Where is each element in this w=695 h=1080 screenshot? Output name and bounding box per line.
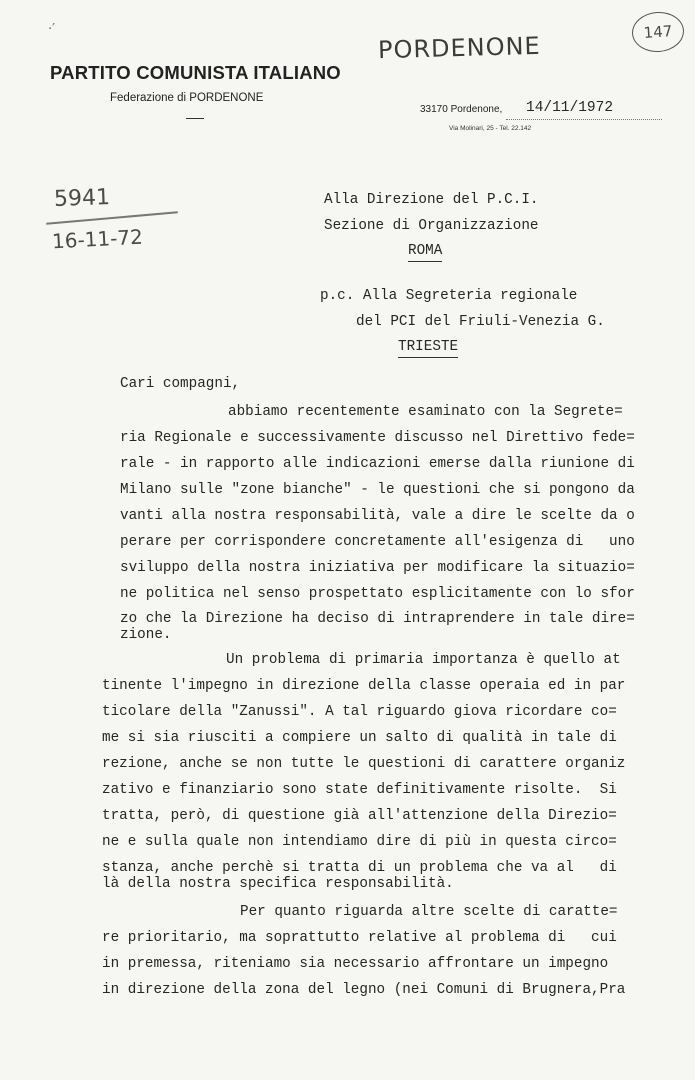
body-line: ticolare della "Zanussi". A tal riguardo giova ricordare co= [102,704,617,720]
protocol-date: 16-11-72 [51,224,144,254]
body-line: perare per corrispondere concretamente all'esigenza di uno [120,534,635,550]
body-line: zione. [120,627,172,643]
body-line: me si sia riusciti a compiere un salto di qualità in tale di [102,730,617,746]
date-dotted-line [506,119,662,120]
body-line: stanza, anche perchè si tratta di un problema che va al di [102,860,617,876]
letterhead-rule [186,118,204,119]
party-name: PARTITO COMUNISTA ITALIANO [50,62,341,83]
recipient-1-line2: Sezione di Organizzazione [324,218,539,234]
body-line: ne e sulla quale non intendiamo dire di più in questa circo= [102,834,617,850]
recipient-1-line1: Alla Direzione del P.C.I. [324,192,539,208]
recipient-2-city: TRIESTE [398,339,458,358]
handwritten-tick-mark: ·′ [48,22,56,37]
body-line: rale - in rapporto alle indicazioni emerse dalla riunione di [120,456,635,472]
protocol-line [46,211,178,224]
body-line: zo che la Direzione ha deciso di intraprendere in tale dire= [120,611,635,627]
body-line: in direzione della zona del legno (nei Comuni di Brugnera,Pra [102,982,626,998]
body-line: ne politica nel senso prospettato esplicitamente con lo sfor [120,586,635,602]
body-line: Un problema di primaria importanza è quello at [226,652,621,668]
place-label: 33170 Pordenone, [420,104,503,115]
body-line: vanti alla nostra responsabilità, vale a dire le scelte da o [120,508,635,524]
letter-date: 14/11/1972 [526,100,614,116]
handwritten-city: PORDENONE [377,31,541,65]
body-line: abbiamo recentemente esaminato con la Segrete= [228,404,623,420]
body-line: sviluppo della nostra iniziativa per modificare la situazio= [120,560,635,576]
letterhead-address: Via Molinari, 25 - Tel. 22.142 [449,125,532,132]
body-line: rezione, anche se non tutte le questioni di carattere organiz [102,756,626,772]
body-line: là della nostra specifica responsabilità. [102,876,454,892]
body-line: ria Regionale e successivamente discusso nel Direttivo fede= [120,430,635,446]
body-line: Milano sulle "zone bianche" - le questioni che si pongono da [120,482,635,498]
recipient-2-city-wrap [398,339,458,358]
recipient-1-city-wrap [408,243,442,262]
salutation: Cari compagni, [120,376,241,392]
recipient-2-line2: del PCI del Friuli-Venezia G. [356,314,605,330]
body-line: zativo e finanziario sono state definitivamente risolte. Si [102,782,617,798]
body-line: in premessa, riteniamo sia necessario affrontare un impegno [102,956,609,972]
protocol-number: 5941 [53,185,111,212]
recipient-1-city: ROMA [408,243,442,262]
federation-name: Federazione di PORDENONE [110,92,264,104]
body-line: Per quanto riguarda altre scelte di caratte= [240,904,618,920]
page-number-circle: 147 [631,10,686,54]
body-line: tratta, però, di questione già all'attenzione della Direzio= [102,808,617,824]
recipient-2-line1: p.c. Alla Segreteria regionale [320,288,578,304]
body-line: re prioritario, ma soprattutto relative al problema di cui [102,930,617,946]
body-line: tinente l'impegno in direzione della classe operaia ed in par [102,678,626,694]
